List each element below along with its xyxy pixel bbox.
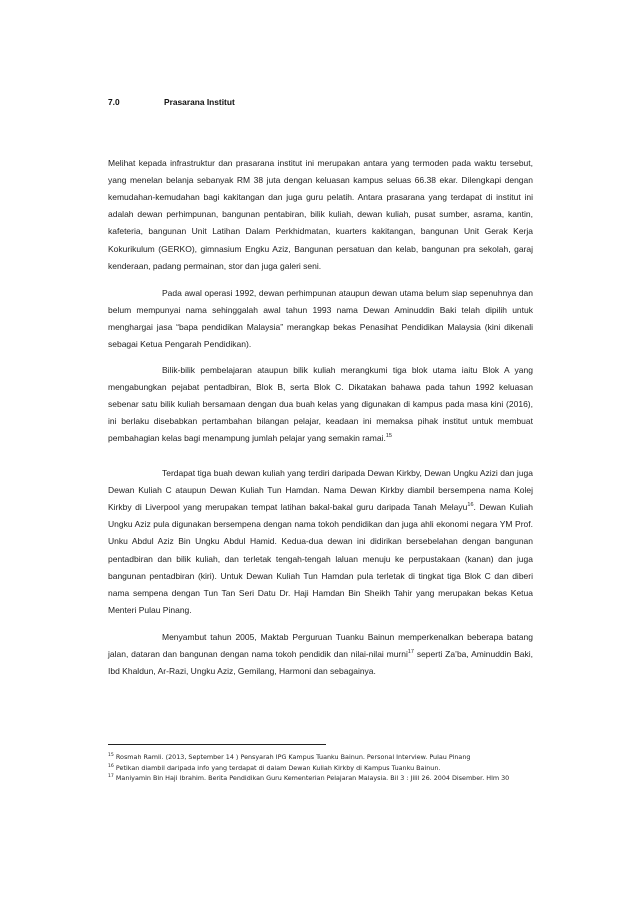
footnote-number: 16 <box>108 763 114 769</box>
footnote-reference: 16 <box>467 502 474 509</box>
paragraph-bilik-kuliah <box>108 362 533 448</box>
footnote-item <box>108 773 533 784</box>
section-title: Prasarana Institut <box>164 97 235 107</box>
section-number: 7.0 <box>108 97 120 107</box>
paragraph-text: Menyambut tahun 2005, Maktab Perguruan Tuanku Bainun memperkenalkan beberapa batang jalan, dataran dan bangunan dengan nama tokoh pendidik dan nilai-nilai murni <box>108 631 533 659</box>
paragraph-infrastructure: Melihat kepada infrastruktur dan prasarana institut ini merupakan antara yang termoden pada waktu tersebut, yang menelan belanja sebanyak RM 38 juta dengan keluasan kampus seluas 66.38 ekar. Dilengkapi dengan kemudahan-kemudahan bagi kakitangan dan juga guru pelatih. Antara prasarana yang terdapat di institut ini adalah dewan perhimpunan, bangunan pentabiran, bilik kuliah, dewan kuliah, pusat sumber, asrama, kantin, kafeteria, bangunan Unit Latihan Dalam Perkhidmatan, kuarters kakitangan, bangunan Unit Gerak Kerja Kokurikulum (GERKO), gimnasium Engku Aziz, Bangunan persatuan dan kelab, bangunan pra sekolah, garaj kenderaan, padang permainan, stor dan juga galeri seni. <box>108 157 533 271</box>
footnote-text: Petikan diambil daripada info yang terdapat di dalam Dewan Kuliah Kirkby di Kampus Tuanku Bainun. <box>115 763 441 772</box>
footnote-item <box>108 752 533 763</box>
footnote-reference: 17 <box>407 648 414 655</box>
footnote-divider <box>108 744 326 745</box>
footnote-number: 15 <box>108 752 114 758</box>
footnote-reference: 15 <box>385 433 392 440</box>
footnote-text: Rosmah Ramli. (2013, September 14 ) Pensyarah IPG Kampus Tuanku Bainun. Personal Interview. Pulau Pinang <box>115 753 471 761</box>
paragraph-dewan-aminuddin-baki: Pada awal operasi 1992, dewan perhimpunan ataupun dewan utama belum siap sepenuhnya dan belum mempunyai nama sehinggalah awal tahun 1993 nama Dewan Aminuddin Baki telah dipilih untuk menghargai jasa “bapa pendidikan Malaysia” merangkap bekas Penasihat Pendidikan Malaysia (kini dikenali sebagai Ketua Pengarah Pendidikan). <box>108 287 533 350</box>
paragraph-text: Bilik-bilik pembelajaran ataupun bilik kuliah merangkumi tiga blok utama iaitu Blok A yang mengabungkan pejabat pentadbiran, Blok B, serta Blok C. Dikatakan bahawa pada tahun 1992 keluasan sebenar satu bilik kuliah bersamaan dengan dua buah kelas yang digunakan di kampus pada masa kini (2016), ini berlaku disebabkan pertambahan bilangan pelajar, keadaan ini memaksa pihak institut untuk membuat pembahagian kelas bagi menampung jumlah pelajar yang semakin ramai. <box>108 364 533 444</box>
section-heading <box>108 97 235 107</box>
paragraph-text: . Dewan Kuliah Ungku Aziz pula digunakan bersempena dengan nama tokoh pendidikan dan juga ahli ekonomi negara YM Prof. Unku Abdul Aziz Bin Ungku Abdul Hamid. Kedua-dua dewan ini didirikan bersebelahan dengan bangunan pentadbiran dan bilik kuliah, dan terletak tengah-tengah laluan menuju ke perpustakaan (kanan) dan juga bangunan pentadbiran (kiri). Untuk Dewan Kuliah Tun Hamdan pula terletak di tingkat tiga Blok C dan diberi nama sempena dengan Tun Tan Seri Datu Dr. Haji Hamdan Bin Sheikh Tahir yang merupakan bekas Ketua Menteri Pulau Pinang. <box>108 501 533 616</box>
footnote-item <box>108 763 533 774</box>
footnote-number: 17 <box>108 774 114 780</box>
paragraph-text: seperti Za’ba, Aminuddin Baki, Ibd Khaldun, Ar-Razi, Ungku Aziz, Gemilang, Harmoni dan sebagainya. <box>108 648 533 676</box>
paragraph-text: Terdapat tiga buah dewan kuliah yang terdiri daripada Dewan Kirkby, Dewan Ungku Azizi dan juga Dewan Kuliah C ataupun Dewan Kuliah Tun Hamdan. Nama Dewan Kirkby diambil bersempena nama Kolej Kirkby di Liverpool yang merupakan tempat latihan bakal-bakal guru daripada Tanah Melayu <box>108 467 533 512</box>
footnote-text: Maniyamin Bin Haji Ibrahim. Berita Pendidikan Guru Kementerian Pelajaran Malaysia. Bil 3 : Jilil 26. 2004 Disember. Hlm 30 <box>115 774 510 783</box>
paragraph-dewan-kuliah <box>108 465 533 620</box>
paragraph-nama-jalan <box>108 629 533 681</box>
footnotes <box>108 752 533 784</box>
